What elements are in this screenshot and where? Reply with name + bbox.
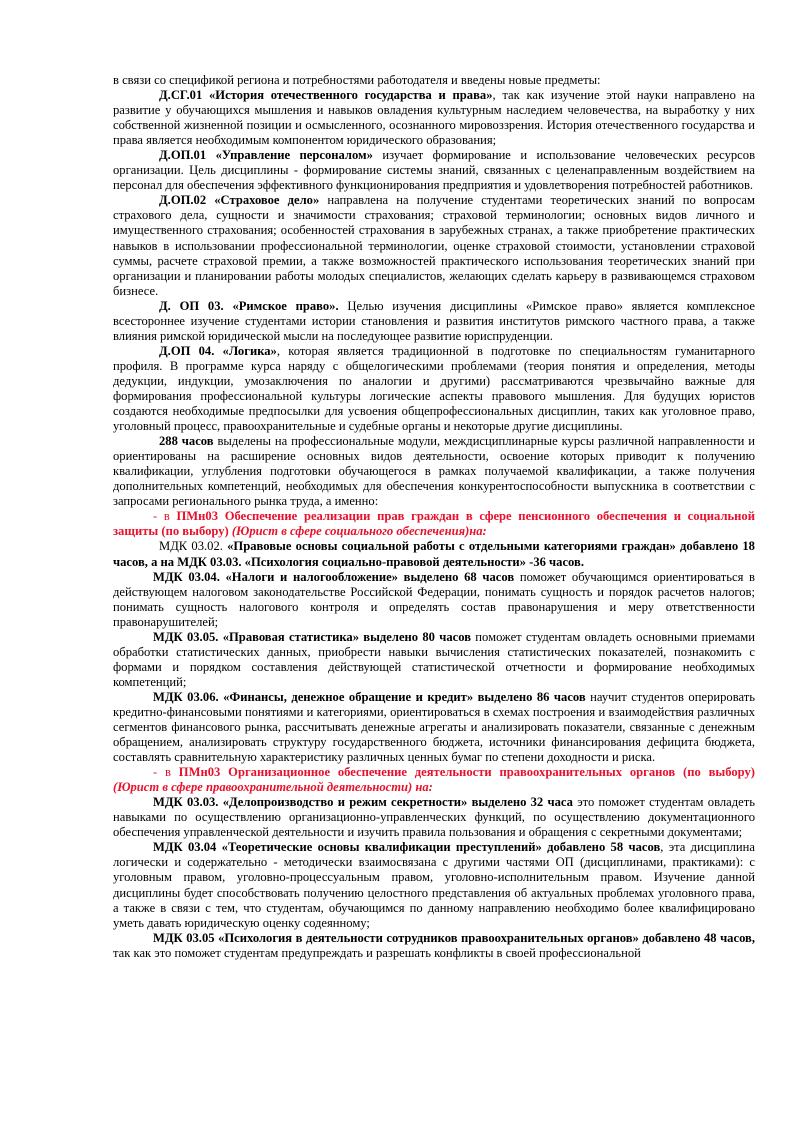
paragraph-mdk-0303-records xyxy=(113,795,755,840)
paragraph-mdk-0306-finance xyxy=(113,690,755,765)
paragraph-logic xyxy=(113,344,755,434)
course-title: «Правовые основы социальной работы с отдельными категориями граждан» добавлено 18 часов, а на МДК 03.03. «Психология социально-правовой деятельности» -36 часов. xyxy=(113,539,755,569)
course-title: Д.ОП.01 «Управление персоналом» xyxy=(159,148,373,163)
course-title: МДК 03.04. «Налоги и налогообложение» выделено 68 часов xyxy=(153,569,515,584)
paragraph-text: , так как изучение этой науки направлено на развитие у обучающихся мышления и навыков овладения культурным наследием человечества, на выработку у них собственной жизненной позиции и осмысленного, осознанного мировоззрения. История отечественного государства и права является необходимым компонентом юридического образования; xyxy=(113,88,755,148)
paragraph-personnel xyxy=(113,148,755,193)
paragraph-mdk-0304-crimes xyxy=(113,840,755,930)
course-title: МДК 03.03. «Делопроизводство и режим секретности» выделено 32 часа xyxy=(153,795,573,810)
heading-italic: (Юрист в сфере правоохранительной деятельности) на: xyxy=(113,780,433,795)
course-title: Д. ОП 03. «Римское право». xyxy=(159,298,339,313)
intro-line: в связи со спецификой региона и потребностями работодателя и введены новые предметы: xyxy=(113,73,601,87)
paragraph-mdk-0305-statistics xyxy=(113,630,755,690)
paragraph-text: Целью изучения дисциплины «Римское право» является комплексное всестороннее изучение студентами истории становления и развития институтов римского частного права, а также влияния римской юридической мысли на последующее развитие юриспруденции. xyxy=(113,298,755,343)
heading-prefix: - в xyxy=(153,765,179,780)
paragraph-mdk-0304-taxes xyxy=(113,570,755,630)
paragraph-mdk-0305-psychology xyxy=(113,931,755,961)
course-code: МДК 03.02. xyxy=(159,539,228,554)
paragraph-history xyxy=(113,88,755,148)
paragraph-text: направлена на получение студентами теоретических знаний по вопросам страхового дела, сущности и значимости страхования; страховой терминологии; основных видов личного и имущественного страхования; особенностей страхования в зарубежных странах, а также приобретение практических навыков в использовании профессиональной терминологии, оценке страховой стоимости, установлении страховой суммы, расчете страховой премии, а также возможностей практического использования теоретических знаний при организации и планировании работы молодых специалистов, желающих сделать карьеру в развивающемся страховом бизнесе. xyxy=(113,193,755,298)
paragraph-text: , эта дисциплина логически и содержательно - методически взаимосвязана с другими частями ОП (дисциплинами, практиками): с уголовным правом, уголовно-процессуальным правом, уголовно-исполнительным правом. Изучение данной дисциплины будет способствовать получению целостного представления об актуальных проблемах уголовного права, а также в связи с тем, что студентам, обучающимся по данному направлению необходимо более квалифицировано уметь давать юридическую оценку содеянному; xyxy=(113,840,755,930)
course-title: Д.ОП.02 «Страховое дело» xyxy=(159,193,320,208)
heading-main: ПМн03 Организационное обеспечение деятельности правоохранительных органов (по выбору) xyxy=(178,765,755,780)
paragraph-insurance xyxy=(113,193,755,298)
paragraph-text: поможет обучающимся ориентироваться в действующем налоговом законодательстве Российской Федерации, понимать сущность и порядок расчетов налогов; понимать сущность налогового контроля и определять состав правонарушения и меру ответственности правонарушителей; xyxy=(113,569,756,629)
paragraph-text: выделены на профессиональные модули, междисциплинарные курсы различной направленности и ориентированы на расширение основных видов деятельности, освоение которых приводит к получению квалификации, углубления подготовки обучающегося в рамках получаемой квалификации, а также получения дополнительных компетенций, необходимых для обеспечения конкурентоспособности выпускника в соответствии с запросами регионального рынка труда, а именно: xyxy=(113,434,756,509)
hours-highlight: 288 часов xyxy=(159,434,214,449)
heading-italic: (Юрист в сфере социального обеспечения)на: xyxy=(231,524,487,539)
course-title: Д.СГ.01 «История отечественного государства и права» xyxy=(159,88,493,103)
module-heading-social xyxy=(113,509,755,539)
paragraph-text: так как это поможет студентам предупреждать и разрешать конфликты в своей профессиональной xyxy=(113,945,641,960)
module-heading-law-enforcement xyxy=(113,765,755,795)
paragraph-text: изучает формирование и использование человеческих ресурсов организации. Цель дисциплины - формирование системы знаний, связанных с целенаправленным воздействием на персонал для обеспечения эффективного функционирования предприятия и удовлетворения потребностей работников. xyxy=(113,148,756,193)
course-title: МДК 03.05 «Психология в деятельности сотрудников правоохранительных органов» добавлено 48 часов, xyxy=(153,930,755,945)
paragraph-roman-law xyxy=(113,299,755,344)
heading-prefix: - в xyxy=(153,509,177,524)
paragraph-text: поможет студентам овладеть основными приемами обработки статистических данных, приобрести навыки вычисления статистических показателей, познакомить с формами и порядком составления действующей статистической отчетности и формирование необходимых компетенций; xyxy=(113,629,756,689)
course-title: МДК 03.06. «Финансы, денежное обращение и кредит» выделено 86 часов xyxy=(153,689,586,704)
course-title: Д.ОП 04. «Логика» xyxy=(159,343,277,358)
paragraph-text: , которая является традиционной в подготовке по специальностям гуманитарного профиля. В программе курса наряду с общелогическими проблемами (теория понятия и определения, методы дедукции, индукции, умозаключения по аналогии и другими) рассматриваются чрезвычайно важные для формирования профессиональной культуры логические аспекты правового мышления. Для будущих юристов создаются необходимые предпосылки для усвоения общепрофессиональных дисциплин, таких как уголовное право, уголовный процесс, правоохранительные и судебные органы и некоторые другие дисциплины. xyxy=(113,343,755,434)
paragraph-mdk-0302 xyxy=(113,539,755,569)
course-title: МДК 03.05. «Правовая статистика» выделено 80 часов xyxy=(153,629,472,644)
paragraph-text: это поможет студентам овладеть навыками по осуществлению организационно-управленческих функций, по осуществлению документационного обеспечения управленческой деятельности и изучить правила пользования и обращения с секретными документами; xyxy=(113,795,755,840)
paragraph-288-hours xyxy=(113,434,755,509)
document-page xyxy=(113,73,755,961)
course-title: МДК 03.04 «Теоретические основы квалификации преступлений» добавлено 58 часов xyxy=(153,840,661,855)
heading-main: ПМн03 Обеспечение реализации прав граждан в сфере пенсионного обеспечения и социальной защиты (по выбору) xyxy=(113,509,755,539)
paragraph-text: научит студентов оперировать кредитно-финансовыми понятиями и категориями, ориентироваться в схемах построения и взаимодействия различных сегментов финансового рынка, рассчитывать денежные агрегаты и анализировать показатели, связанные с денежным обращением, анализировать структуру государственного бюджета, источники финансирования дефицита бюджета, составлять сравнительную характеристику различных ценных бумаг по степени доходности и риска. xyxy=(113,689,755,765)
